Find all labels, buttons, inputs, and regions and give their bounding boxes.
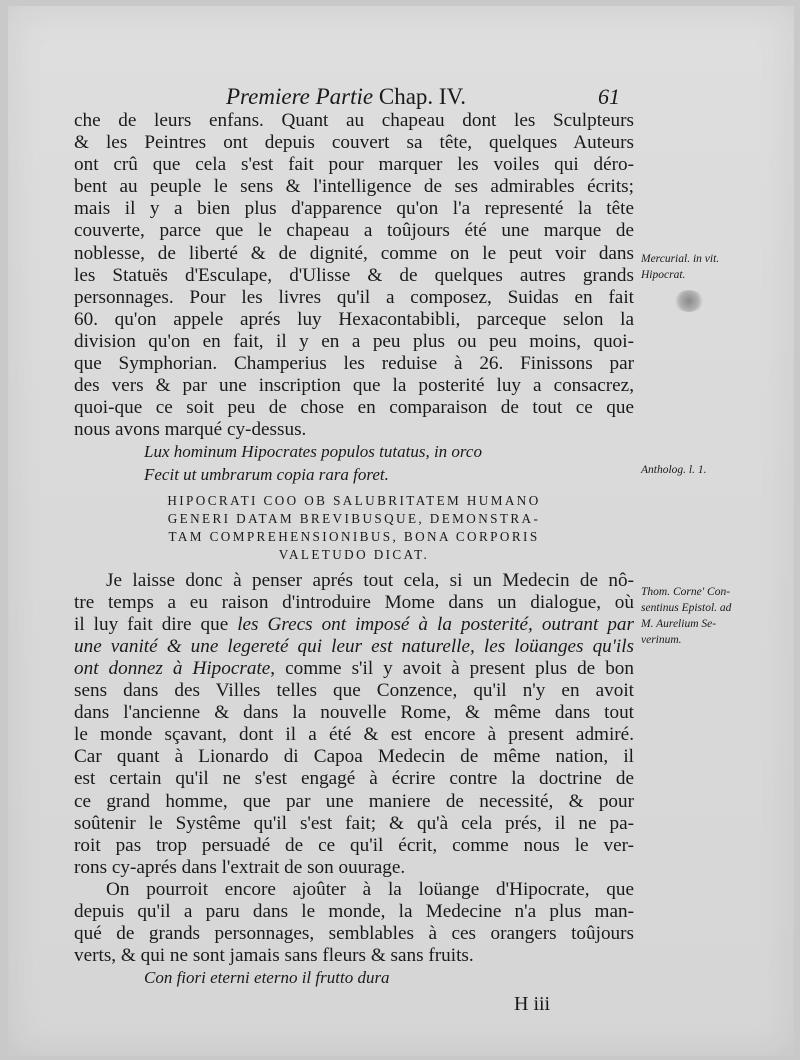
- margin-note-line: M. Aurelium Se-: [641, 618, 717, 630]
- margin-note-mercurial: [641, 251, 791, 283]
- text-line: [74, 614, 634, 636]
- latin-verse-line: Fecit ut umbrarum copia rara foret.: [144, 464, 389, 484]
- text-line: qué de grands personnages, semblables à ces orangers toûjours: [74, 923, 634, 945]
- running-head-italic: Premiere Partie: [226, 84, 374, 109]
- text-line: verts, & qui ne sont jamais sans fleurs & sans fruits.: [74, 945, 474, 967]
- quoted-text: les Grecs ont imposé à la posterité, outrant par: [237, 613, 634, 635]
- margin-note-line: Thom. Corne' Con-: [641, 586, 731, 598]
- text-line: ont crû que cela s'est fait pour marquer les voiles qui déro-: [74, 154, 634, 176]
- text-line: dans l'ancienne & dans la nouvelle Rome, & même dans tout: [74, 702, 634, 724]
- text-line: mais il y a bien plus d'apparence qu'on l'a representé la tête: [74, 198, 634, 220]
- text-line: [74, 658, 634, 680]
- margin-note-line: Hipocrat.: [641, 269, 686, 281]
- text-line: le monde sçavant, dont il a été & est encore à present admiré.: [74, 724, 634, 746]
- text-line: personnages. Pour les livres qu'il a composez, Suidas en fait: [74, 286, 634, 308]
- text-line: rons cy-aprés dans l'extrait de son ouurage.: [74, 856, 406, 878]
- ink-smudge: [674, 290, 704, 312]
- inscription-line: HIPOCRATI COO OB SALUBRITATEM HUMANO: [167, 492, 541, 508]
- main-text: [74, 110, 634, 1015]
- text-line: 60. qu'on appele aprés luy Hexacontabibli, parceque selon la: [74, 308, 634, 330]
- quoted-text: ont donnez à Hipocrate: [74, 657, 271, 679]
- quoted-text-line: une vanité & une legereté qui leur est naturelle, les loüanges qu'ils: [74, 635, 634, 657]
- running-head-roman: Chap. IV.: [373, 84, 466, 109]
- text-line: soûtenir le Systême qu'il s'est fait; & qu'à cela prés, il ne pa-: [74, 812, 634, 834]
- text-line: roit pas trop persuadé de ce qu'il écrit, comme nous le ver-: [74, 834, 634, 856]
- text-line: Car quant à Lionardo di Capoa Medecin de même nation, il: [74, 746, 634, 768]
- text-line: les Statuës d'Esculape, d'Ulisse & de quelques autres grands: [74, 264, 634, 286]
- text-segment: , comme s'il y avoit à present plus de bon: [270, 657, 634, 679]
- text-line: quoi-que ce soit peu de chose en comparaison de tout ce que: [74, 397, 634, 419]
- inscription: [74, 492, 634, 564]
- margin-note-anthology: [641, 462, 791, 478]
- italian-verse-line: Con fiori eterni eterno il frutto dura: [144, 968, 390, 988]
- inscription-line: GENERI DATAM BREVIBUSQUE, DEMONSTRA-: [167, 510, 541, 526]
- book-page: [8, 6, 794, 1056]
- text-line: On pourroit encore ajoûter à la loüange d'Hipocrate, que: [106, 878, 634, 900]
- text-line: noblesse, de liberté & de dignité, comme on le peut voir dans: [74, 242, 634, 264]
- inscription-line: TAM COMPREHENSIONIBUS, BONA CORPORIS: [168, 528, 540, 544]
- text-line: Je laisse donc à penser aprés tout cela, si un Medecin de nô-: [106, 569, 634, 591]
- text-line: que Symphorian. Champerius les reduise à 26. Finissons par: [74, 353, 634, 375]
- text-line: che de leurs enfans. Quant au chapeau dont les Sculpteurs: [74, 110, 634, 131]
- text-line: tre temps a eu raison d'introduire Mome dans un dialogue, où: [74, 591, 634, 613]
- text-segment: il luy fait dire que: [74, 613, 238, 635]
- margin-note-line: verinum.: [641, 634, 682, 646]
- text-line: nous avons marqué cy-dessus.: [74, 419, 307, 441]
- inscription-line: VALETUDO DICAT.: [278, 546, 430, 562]
- signature-mark: H iii: [514, 993, 551, 1016]
- running-head: [226, 84, 466, 110]
- text-line: sens dans des Villes telles que Conzence, qu'il n'y en avoit: [74, 680, 634, 702]
- latin-verse-line: Lux hominum Hipocrates populos tutatus, in orco: [144, 442, 482, 462]
- margin-note-line: Antholog. l. 1.: [641, 464, 707, 476]
- text-line: & les Peintres ont depuis couvert sa tête, quelques Auteurs: [74, 132, 634, 154]
- text-line: couverte, parce que le chapeau a toûjours été une marque de: [74, 220, 634, 242]
- text-line: des vers & par une inscription que la posterité luy a consacrez,: [74, 375, 634, 397]
- text-line: bent au peuple le sens & l'intelligence de ses admirables écrits;: [74, 176, 634, 198]
- margin-note-line: sentinus Epistol. ad: [641, 602, 732, 614]
- text-line: est certain qu'il ne s'est engagé à écrire contre la doctrine de: [74, 768, 634, 790]
- page-number: 61: [598, 84, 620, 109]
- margin-note-consentinus: [641, 584, 791, 648]
- text-line: division qu'on en fait, il y en a peu plus ou peu moins, quoi-: [74, 330, 634, 352]
- text-line: ce grand homme, que par une maniere de necessité, & pour: [74, 790, 634, 812]
- text-line: depuis qu'il a paru dans le monde, la Medecine n'a plus man-: [74, 901, 634, 922]
- margin-note-line: Mercurial. in vit.: [641, 253, 720, 265]
